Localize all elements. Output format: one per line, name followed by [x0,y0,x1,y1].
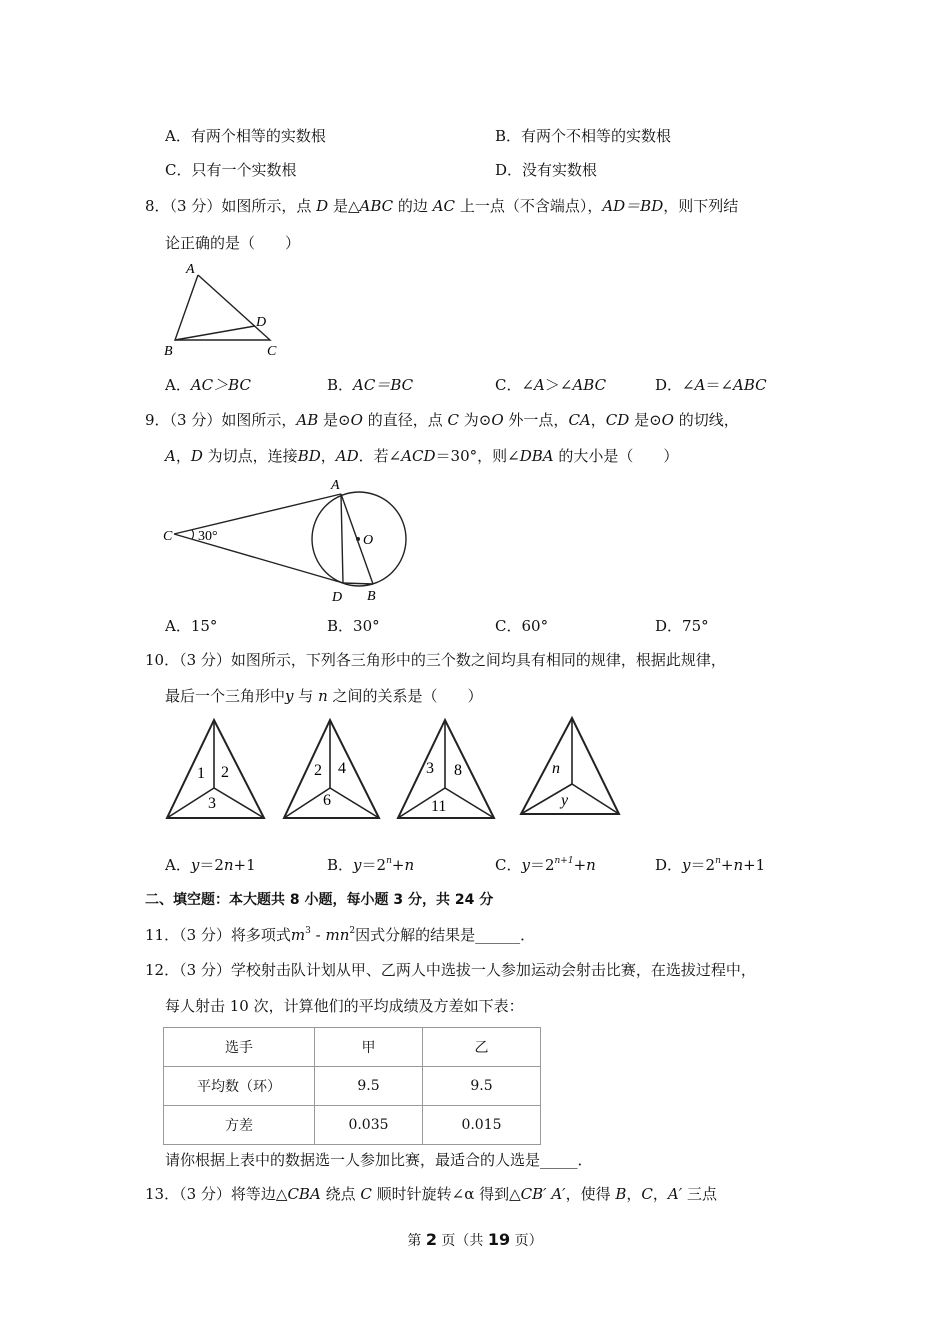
table-cell: 0.035 [315,1106,423,1145]
q8-option-c: C．∠A＞∠ABC [495,376,607,394]
q7-option-a: A．有两个相等的实数根 [165,127,326,145]
q10-t2-right: 4 [338,760,346,777]
q8-label-c: C [267,344,277,359]
page-footer: 第 2 页（共 19 页） [407,1230,543,1249]
table-cell: 9.5 [315,1067,423,1106]
q10-t3-bottom: 11 [431,798,447,815]
q7-option-c: C．只有一个实数根 [165,161,297,179]
q8-label-a: A [186,262,195,277]
q10-t2-left: 2 [314,762,322,779]
q10-triangle-2 [284,720,379,818]
table-header-row [164,1028,541,1067]
q9-option-d: D．75° [655,617,709,635]
q8-option-a: A．AC＞BC [165,376,251,394]
q10-stem-line2: 最后一个三角形中y 与 n 之间的关系是（ ） [165,687,483,705]
q8-stem-line1: 8．（3 分）如图所示，点 D 是△ABC 的边 AC 上一点（不含端点），AD＝BD，则下列结 [145,197,739,215]
q9-label-b: B [367,589,376,604]
q7-option-d: D．没有实数根 [495,161,598,179]
q9-label-d: D [332,590,343,605]
q10-triangle-3 [398,720,494,818]
q13-stem: 13．（3 分）将等边△CBA 绕点 C 顺时针旋转∠α 得到△CB′ A′，使得 B，C，A′ 三点 [145,1185,717,1203]
q9-option-a: A．15° [165,617,218,635]
q10-stem-line1: 10．（3 分）如图所示，下列各三角形中的三个数之间均具有相同的规律，根据此规律， [145,651,726,669]
q8-label-d: D [256,315,267,330]
q10-option-d: D．$y=2^n+n+1$ [655,856,766,874]
table-header-cell: 选手 [164,1028,315,1067]
q10-option-b: B．$y=2^n+n$ [327,856,415,874]
q9-stem-line2: A，D 为切点，连接BD，AD．若∠ACD＝30°，则∠DBA 的大小是（ ） [165,447,679,465]
q10-t1-bottom: 3 [208,795,216,812]
q10-t2-bottom: 6 [323,792,331,809]
q9-circle-figure [160,472,410,607]
q8-triangle-figure [160,258,285,360]
q9-angle-label: 30° [198,529,218,544]
q9-option-c: C．60° [495,617,549,635]
q10-triangle-4 [521,718,619,814]
q12-stem-line2: 每人射击 10 次，计算他们的平均成绩及方差如下表： [165,997,524,1015]
table-cell: 方差 [164,1106,315,1145]
q12-score-table [163,1027,541,1145]
page-total: 19 [487,1230,511,1249]
q11-stem: 11．（3 分）将多项式$m^3 - mn^2$因式分解的结果是______． [145,926,536,944]
q10-t1-left: 1 [197,765,205,782]
q10-t4-left: n [552,760,560,777]
table-header-cell: 乙 [423,1028,541,1067]
q9-option-b: B．30° [327,617,380,635]
q10-t1-right: 2 [221,764,229,781]
table-cell: 0.015 [423,1106,541,1145]
q10-option-a: A．y＝2n+1 [165,856,256,874]
q9-stem-line1: 9．（3 分）如图所示，AB 是⊙O 的直径，点 C 为⊙O 外一点，CA，CD 是⊙O 的切线， [145,411,739,429]
q9-label-c: C [163,529,173,544]
table-header-cell: 甲 [315,1028,423,1067]
q8-label-b: B [164,344,173,359]
q10-t3-left: 3 [426,760,434,777]
q10-t4-bottom: y [561,792,569,809]
table-row [164,1067,541,1106]
page-number: 2 [425,1230,437,1249]
q8-stem-line2: 论正确的是（ ） [165,234,301,252]
q9-label-a: A [331,478,340,493]
table-cell: 9.5 [423,1067,541,1106]
q8-option-b: B．AC＝BC [327,376,414,394]
q10-triangles-figure [160,712,630,824]
q12-after-table: 请你根据上表中的数据选一人参加比赛，最适合的人选是_____． [165,1151,593,1169]
q9-label-o: O [363,533,374,548]
table-row [164,1106,541,1145]
q7-option-b: B．有两个不相等的实数根 [495,127,672,145]
q10-option-c: C．$y=2^{n+1}+n$ [495,856,596,874]
q10-triangle-1 [167,720,264,818]
q12-stem-line1: 12．（3 分）学校射击队计划从甲、乙两人中选拔一人参加运动会射击比赛，在选拔过程中， [145,961,756,979]
table-cell: 平均数（环） [164,1067,315,1106]
section2-heading: 二、填空题：本大题共 8 小题，每小题 3 分，共 24 分 [145,892,494,908]
q8-option-d: D．∠A＝∠ABC [655,376,767,394]
q10-t3-right: 8 [454,762,462,779]
